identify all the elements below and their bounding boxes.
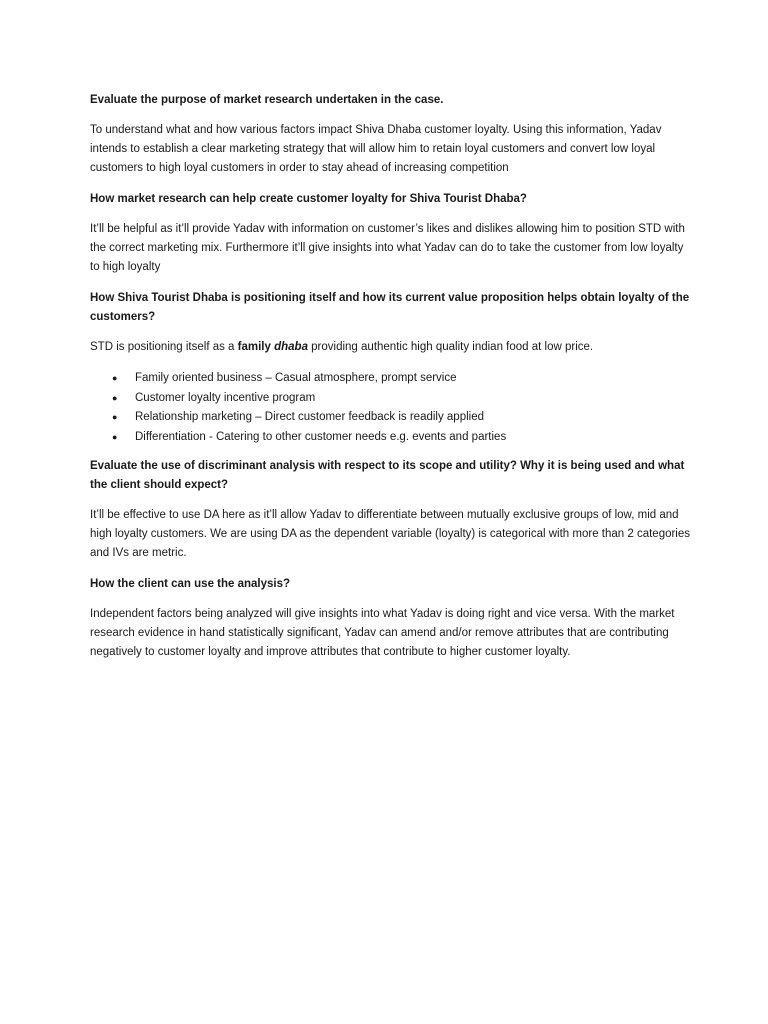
list-item-text: Customer loyalty incentive program xyxy=(135,391,316,404)
answer-3 xyxy=(90,338,690,357)
question-5: How the client can use the analysis? xyxy=(90,578,291,590)
document-page xyxy=(90,91,690,674)
answer-2: It’ll be helpful as it’ll provide Yadav with information on customer’s likes and dislikes allowing him to position STD with the correct marketing mix. Furthermore it’ll give insights into what Yadav can do to take the customer from low loyalty to high loyalty xyxy=(90,223,685,273)
answer-3-lead: STD is positioning itself as a xyxy=(90,341,238,353)
list-item xyxy=(90,389,690,409)
list-item-text: Family oriented business – Casual atmosphere, prompt service xyxy=(135,372,457,384)
question-1: Evaluate the purpose of market research undertaken in the case. xyxy=(90,94,444,106)
list-item xyxy=(90,369,690,389)
answer-3-bold-italic: dhaba xyxy=(274,341,308,353)
question-4: Evaluate the use of discriminant analysis with respect to its scope and utility? Why it is being used and what the client should expect? xyxy=(90,460,685,491)
list-item xyxy=(90,408,690,428)
question-2: How market research can help create customer loyalty for Shiva Tourist Dhaba? xyxy=(90,193,527,205)
list-item-text: Relationship marketing – Direct customer feedback is readily applied xyxy=(135,411,485,423)
list-item xyxy=(90,428,690,448)
list-item-text: Differentiation - Catering to other customer needs e.g. events and parties xyxy=(135,430,507,443)
question-3: How Shiva Tourist Dhaba is positioning itself and how its current value proposition helps obtain loyalty of the customers? xyxy=(90,292,690,323)
bullet-icon: ● xyxy=(112,412,118,422)
answer-3-bold: family xyxy=(237,341,275,353)
bullet-icon: ● xyxy=(112,373,118,383)
bullet-icon: ● xyxy=(112,431,118,442)
answer-5: Independent factors being analyzed will give insights into what Yadav is doing right and vice versa. With the market research evidence in hand statistically significant, Yadav can amend and/or remove attributes that are contributing negatively to customer loyalty and improve attributes that contribute to higher customer loyalty. xyxy=(90,608,675,658)
answer-3-tail: providing authentic high quality indian food at low price. xyxy=(307,341,594,353)
answer-1: To understand what and how various factors impact Shiva Dhaba customer loyalty. Using this information, Yadav intends to establish a clear marketing strategy that will allow him to retain loyal customers and convert low loyal customers to high loyal customers in order to stay ahead of increasing competition xyxy=(90,124,662,174)
bullet-list xyxy=(90,369,690,447)
answer-4: It’ll be effective to use DA here as it’ll allow Yadav to differentiate between mutually exclusive groups of low, mid and high loyalty customers. We are using DA as the dependent variable (loyalty) is categorical with more than 2 categories and IVs are metric. xyxy=(90,509,691,559)
bullet-icon: ● xyxy=(112,392,118,403)
